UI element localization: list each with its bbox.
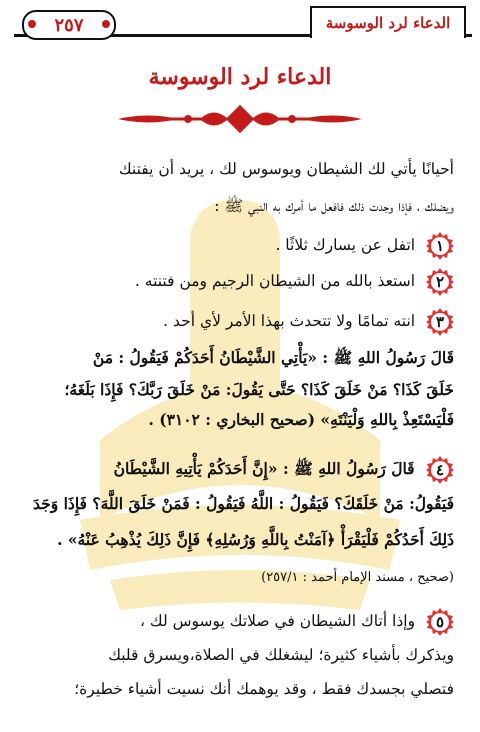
step-4-line-2: فَيَقُولُ: مَنْ خَلَقَكَ؟ فَيَقُولُ : اللَّهُ فَيَقُولُ : فَمَنْ خَلَقَ اللَّهَ؟ فَإِذَا وَجَدَ — [33, 494, 454, 513]
page-number-box — [22, 10, 116, 40]
dot-ornament-icon — [28, 20, 36, 28]
step-item-4 — [24, 456, 454, 484]
step-item-5 — [24, 608, 454, 636]
step-text: اتفل عن يسارك ثلاثًا . — [275, 236, 416, 254]
step-text: استعذ بالله من الشيطان الرجيم ومن فتنته . — [134, 272, 416, 290]
chapter-title: الدعاء لرد الوسوسة — [148, 64, 332, 90]
intro-line-1: أحيانًا يأتي لك الشيطان ويوسوس لك ، يريد أن يفتنك — [118, 160, 454, 178]
step-text: انته تمامًا ولا تتحدث بهذا الأمر لأي أحد . — [163, 312, 416, 330]
step-4-line-1: قَالَ رَسُولُ اللهِ ﷺ : «إِنَّ أَحَدَكُمْ يَأْتِيهِ الشَّيْطَانُ — [113, 459, 415, 478]
number-badge: ٥ — [426, 608, 454, 636]
intro-line-2: ويضلك ، فإذا وجدت ذلك فافعل ما أمرك به النبي ﷺ : — [214, 197, 454, 215]
number-badge: ٢ — [426, 268, 454, 296]
number-badge: ٤ — [426, 456, 454, 484]
dot-ornament-icon — [102, 20, 110, 28]
step-4-line-3: ذَلِكَ أَحَدُكُمْ فَلْيَقْرَأْ ﴿آمَنْتُ بِاللَّهِ وَرُسُلِهِ﴾ فَإِنَّ ذَلِكَ يُذْهِبُ عَنْهُ» . — [57, 530, 454, 549]
hadith-1-line-2: خَلَقَ كَذَا؟ مَنْ خَلَقَ كَذَا؟ حَتَّى يَقُولَ: مَنْ خَلَقَ رَبَّكَ؟ فَإِذَا بَلَغَهُ؛ — [64, 380, 454, 399]
step-4-citation: (صحيح ، مسند الإمام أحمد : ٢٥٧/١) — [261, 570, 454, 585]
running-title-box — [310, 6, 466, 38]
page-number: ٢٥٧ — [54, 14, 84, 36]
step-item-1 — [24, 232, 454, 260]
number-badge: ١ — [426, 232, 454, 260]
step-5-line-3: فتصلي بجسدك فقط ، وقد يوهمك أنك نسيت أشياء خطيرة؛ — [74, 680, 454, 698]
step-item-2 — [24, 268, 454, 296]
hadith-1-line-3: فَلْيَسْتَعِذْ بِاللهِ وَلْيَنْتَهِ» (صحيح البخاري : ٣١٠٢) . — [148, 410, 454, 429]
step-item-3 — [24, 308, 454, 336]
running-title: الدعاء لرد الوسوسة — [325, 14, 451, 32]
step-5-line-2: ويذكرك بأشياء كثيرة؛ ليشغلك في الصلاة،ويسرق قلبك — [108, 646, 454, 664]
hadith-1-line-1: قَالَ رَسُولُ اللهِ ﷺ : «يَأْتِي الشَّيْطَانُ أَحَدَكُمْ فَيَقُولُ : مَنْ — [92, 348, 454, 367]
divider-ornament-icon — [118, 104, 362, 134]
number-badge: ٣ — [426, 308, 454, 336]
step-5-line-1: وإذا أتاك الشيطان في صلاتك يوسوس لك ، — [139, 612, 416, 630]
